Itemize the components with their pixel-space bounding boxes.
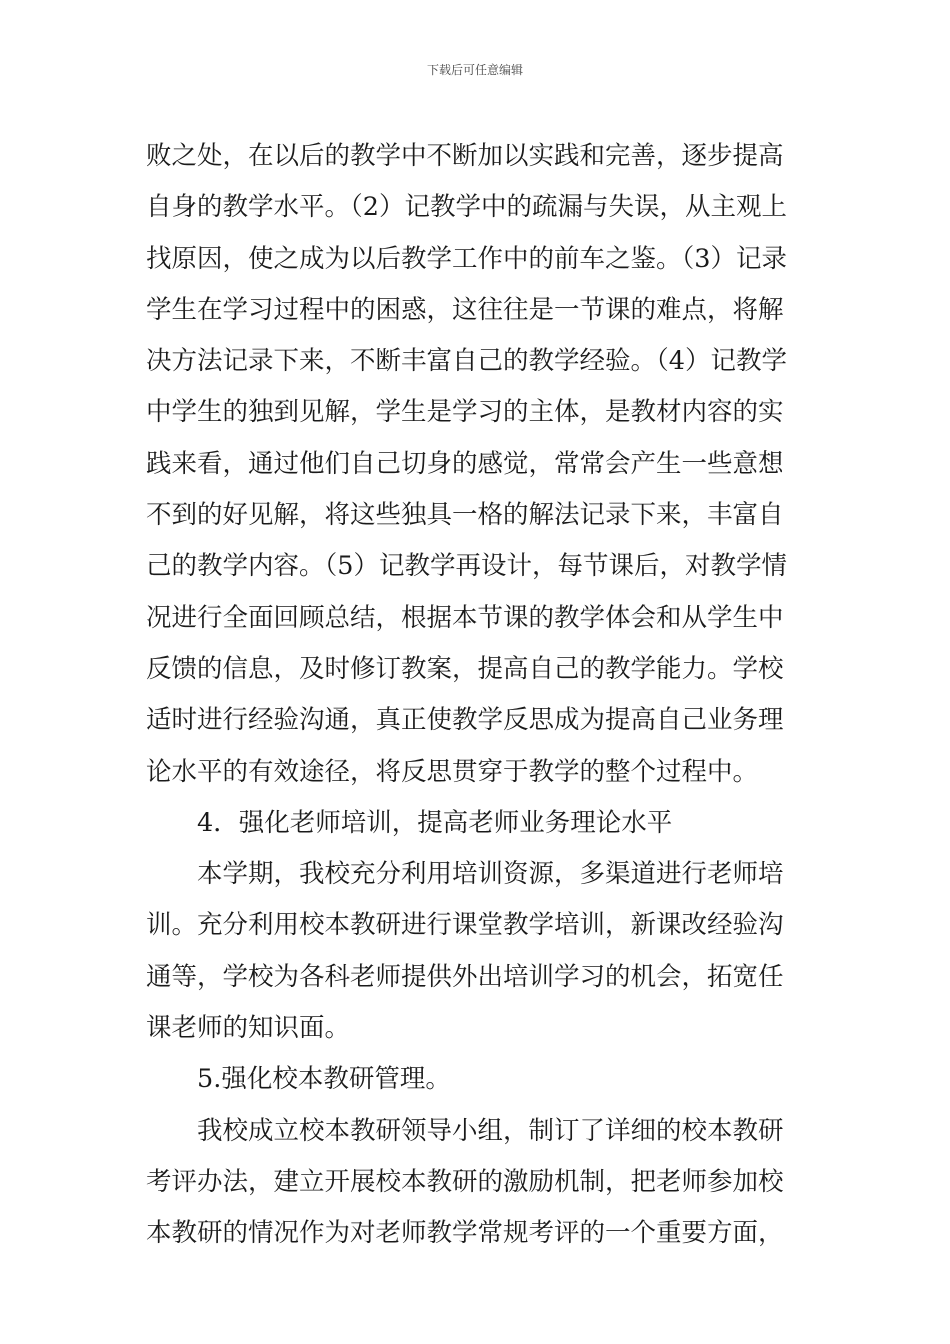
text-line: 适时进行经验沟通，真正使教学反思成为提高自己业务理 [146, 705, 784, 736]
text-line: 找原因，使之成为以后教学工作中的前车之鉴。（3）记录 [146, 243, 787, 274]
text-line: 课老师的知识面。 [146, 1013, 351, 1044]
text-line: 学生在学习过程中的困惑，这往往是一节课的难点，将解 [146, 294, 784, 325]
page-header: 下载后可任意编辑 [426, 63, 523, 77]
text-line: 况进行全面回顾总结，根据本节课的教学体会和从学生中 [146, 602, 784, 633]
section-heading: 5.强化校本教研管理。 [197, 1064, 451, 1095]
text-line: 反馈的信息，及时修订教案，提高自己的教学能力。学校 [146, 653, 784, 684]
text-line: 通等，学校为各科老师提供外出培训学习的机会，拓宽任 [146, 961, 784, 992]
text-line: 不到的好见解，将这些独具一格的解法记录下来，丰富自 [146, 500, 784, 531]
text-line: 决方法记录下来，不断丰富自己的教学经验。（4）记教学 [146, 346, 787, 377]
text-line: 践来看，通过他们自己切身的感觉，常常会产生一些意想 [146, 448, 784, 479]
text-line: 训。充分利用校本教研进行课堂教学培训，新课改经验沟 [146, 910, 784, 941]
text-line: 中学生的独到见解，学生是学习的主体，是教材内容的实 [146, 397, 784, 428]
text-line: 本学期，我校充分利用培训资源，多渠道进行老师培 [197, 859, 784, 890]
text-line: 考评办法，建立开展校本教研的激励机制，把老师参加校 [146, 1166, 784, 1197]
text-line: 自身的教学水平。（2）记教学中的疏漏与失误，从主观上 [146, 192, 787, 223]
text-line: 己的教学内容。（5）记教学再设计，每节课后，对教学情 [146, 551, 787, 582]
text-line: 论水平的有效途径，将反思贯穿于教学的整个过程中。 [146, 756, 759, 787]
section-heading: 4．强化老师培训，提高老师业务理论水平 [197, 807, 673, 838]
text-line: 败之处，在以后的教学中不断加以实践和完善，逐步提高 [146, 141, 784, 171]
document-body [146, 131, 810, 1260]
text-line: 我校成立校本教研领导小组，制订了详细的校本教研 [197, 1115, 784, 1146]
text-line: 本教研的情况作为对老师教学常规考评的一个重要方面， [146, 1218, 784, 1249]
